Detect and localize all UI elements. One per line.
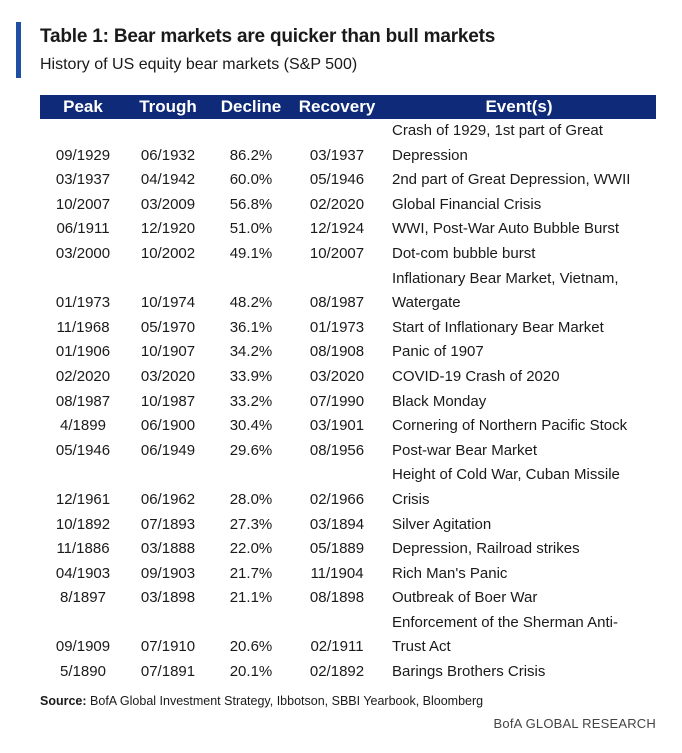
event-line: Depression, Railroad strikes [392,540,580,558]
cell-trough: 06/1932 [140,146,196,164]
cell-peak: 04/1903 [55,564,111,582]
table-row [40,611,656,660]
cell-recovery: 03/1894 [309,515,365,533]
cell-decline: 33.2% [229,392,273,410]
cell-trough: 10/1987 [140,392,196,410]
cell-event [382,463,656,512]
cell-decline: 20.6% [229,638,273,656]
table-row [40,562,656,587]
cell-peak: 01/1906 [55,343,111,361]
cell-event [382,537,656,562]
cell-peak: 11/1886 [56,540,110,558]
cell-recovery: 05/1946 [309,171,365,189]
cell-trough: 03/1898 [140,589,196,607]
cell-event [382,513,656,538]
table-row [40,660,656,685]
cell-trough: 06/1962 [140,490,196,508]
cell-decline: 27.3% [229,515,273,533]
cell-trough: 03/2020 [140,367,196,385]
cell-recovery: 03/2020 [309,367,365,385]
cell-decline: 21.1% [229,589,273,607]
event-line: Inflationary Bear Market, Vietnam, [392,269,619,287]
cell-trough: 10/2002 [140,244,196,262]
table-row [40,463,656,512]
cell-event [382,217,656,242]
event-line: Watergate [392,294,461,312]
cell-decline: 51.0% [229,220,273,238]
cell-peak: 10/2007 [55,195,111,213]
event-line: Silver Agitation [392,515,492,533]
event-line: Trust Act [392,638,451,656]
table-subtitle: History of US equity bear markets (S&P 500) [40,56,358,73]
cell-peak: 11/1968 [56,318,110,336]
table-row [40,168,656,193]
event-line: Barings Brothers Crisis [392,663,546,681]
cell-trough: 10/1974 [140,294,196,312]
event-line: 2nd part of Great Depression, WWII [392,171,631,189]
event-line: Depression [392,146,468,164]
cell-peak: 08/1987 [55,392,111,410]
event-line: Outbreak of Boer War [392,589,538,607]
cell-decline: 30.4% [229,417,273,435]
cell-decline: 48.2% [229,294,273,312]
cell-event [382,340,656,365]
event-line: Post-war Bear Market [392,441,538,459]
header-trough: Trough [126,95,210,119]
cell-peak: 03/1937 [55,171,111,189]
cell-event [382,267,656,316]
cell-event [382,562,656,587]
cell-peak: 10/1892 [55,515,111,533]
bear-markets-table [40,95,656,685]
table-row [40,390,656,415]
cell-recovery: 08/1956 [309,441,365,459]
cell-decline: 60.0% [229,171,273,189]
cell-recovery: 08/1987 [309,294,365,312]
cell-event [382,168,656,193]
header-decline: Decline [210,95,292,119]
cell-trough: 06/1900 [140,417,196,435]
cell-event [382,193,656,218]
cell-event [382,586,656,611]
table-title: Table 1: Bear markets are quicker than bull markets [40,26,496,47]
cell-trough: 07/1910 [140,638,196,656]
cell-event [382,316,656,341]
cell-peak: 06/1911 [56,220,110,238]
cell-event [382,414,656,439]
event-line: WWI, Post-War Auto Bubble Burst [392,220,620,238]
cell-recovery: 10/2007 [309,244,365,262]
cell-event [382,242,656,267]
event-line: Enforcement of the Sherman Anti- [392,613,618,631]
cell-trough: 10/1907 [140,343,196,361]
cell-decline: 86.2% [229,146,273,164]
cell-recovery: 02/1911 [310,638,364,656]
cell-decline: 49.1% [229,244,273,262]
event-line: Global Financial Crisis [392,195,542,213]
cell-recovery: 07/1990 [309,392,365,410]
table-row [40,513,656,538]
cell-peak: 09/1909 [55,638,111,656]
cell-recovery: 08/1898 [309,589,365,607]
cell-trough: 03/1888 [140,540,196,558]
cell-event [382,439,656,464]
cell-event [382,390,656,415]
table-header-row [40,95,656,119]
event-line: Panic of 1907 [392,343,484,361]
cell-peak: 09/1929 [55,146,111,164]
cell-recovery: 03/1937 [309,146,365,164]
table-row [40,217,656,242]
source-note [40,694,483,708]
cell-peak: 12/1961 [55,490,111,508]
table-row [40,242,656,267]
event-line: Height of Cold War, Cuban Missile [392,466,620,484]
cell-decline: 33.9% [229,367,273,385]
table-row [40,340,656,365]
cell-decline: 21.7% [229,564,273,582]
event-line: Rich Man's Panic [392,564,508,582]
cell-decline: 20.1% [229,663,273,681]
cell-trough: 07/1893 [140,515,196,533]
cell-event [382,611,656,660]
cell-peak: 01/1973 [55,294,111,312]
table-row [40,537,656,562]
cell-decline: 36.1% [229,318,273,336]
cell-decline: 22.0% [229,540,273,558]
cell-peak: 02/2020 [55,367,111,385]
cell-decline: 28.0% [229,490,273,508]
cell-event [382,660,656,685]
event-line: Crisis [392,490,430,508]
cell-decline: 29.6% [229,441,273,459]
cell-peak: 05/1946 [55,441,111,459]
title-accent-bar [16,22,21,78]
cell-peak: 4/1899 [60,417,106,435]
cell-trough: 09/1903 [140,564,196,582]
table-row [40,439,656,464]
cell-recovery: 08/1908 [309,343,365,361]
table-row [40,267,656,316]
cell-decline: 34.2% [229,343,273,361]
event-line: COVID-19 Crash of 2020 [392,367,560,385]
cell-peak: 5/1890 [60,663,106,681]
event-line: Start of Inflationary Bear Market [392,318,604,336]
table-row [40,193,656,218]
cell-recovery: 01/1973 [309,318,365,336]
event-line: Dot-com bubble burst [392,244,536,262]
event-line: Black Monday [392,392,487,410]
table-row [40,119,656,168]
event-line: Cornering of Northern Pacific Stock [392,417,628,435]
cell-trough: 12/1920 [140,220,196,238]
cell-trough: 04/1942 [140,171,196,189]
event-line: Crash of 1929, 1st part of Great [392,122,603,139]
cell-recovery: 02/1892 [309,663,365,681]
table-body [40,119,656,685]
cell-trough: 05/1970 [140,318,196,336]
header-recovery: Recovery [292,95,382,119]
cell-event [382,365,656,390]
header-peak: Peak [40,95,126,119]
header-events: Event(s) [382,95,656,119]
cell-decline: 56.8% [229,195,273,213]
cell-recovery: 05/1889 [309,540,365,558]
cell-trough: 06/1949 [140,441,196,459]
table-row [40,586,656,611]
cell-trough: 03/2009 [140,195,196,213]
cell-recovery: 02/2020 [309,195,365,213]
cell-trough: 07/1891 [140,663,196,681]
table-row [40,365,656,390]
cell-recovery: 02/1966 [309,490,365,508]
table-row [40,414,656,439]
cell-peak: 03/2000 [55,244,111,262]
cell-event [382,119,656,168]
cell-peak: 8/1897 [60,589,106,607]
cell-recovery: 03/1901 [309,417,365,435]
cell-recovery: 11/1904 [310,564,364,582]
cell-recovery: 12/1924 [309,220,365,238]
brand-footer: BofA GLOBAL RESEARCH [493,716,656,731]
table-row [40,316,656,341]
source-text: BofA Global Investment Strategy, Ibbotson, SBBI Yearbook, Bloomberg [90,694,484,708]
source-label: Source: [40,694,87,708]
